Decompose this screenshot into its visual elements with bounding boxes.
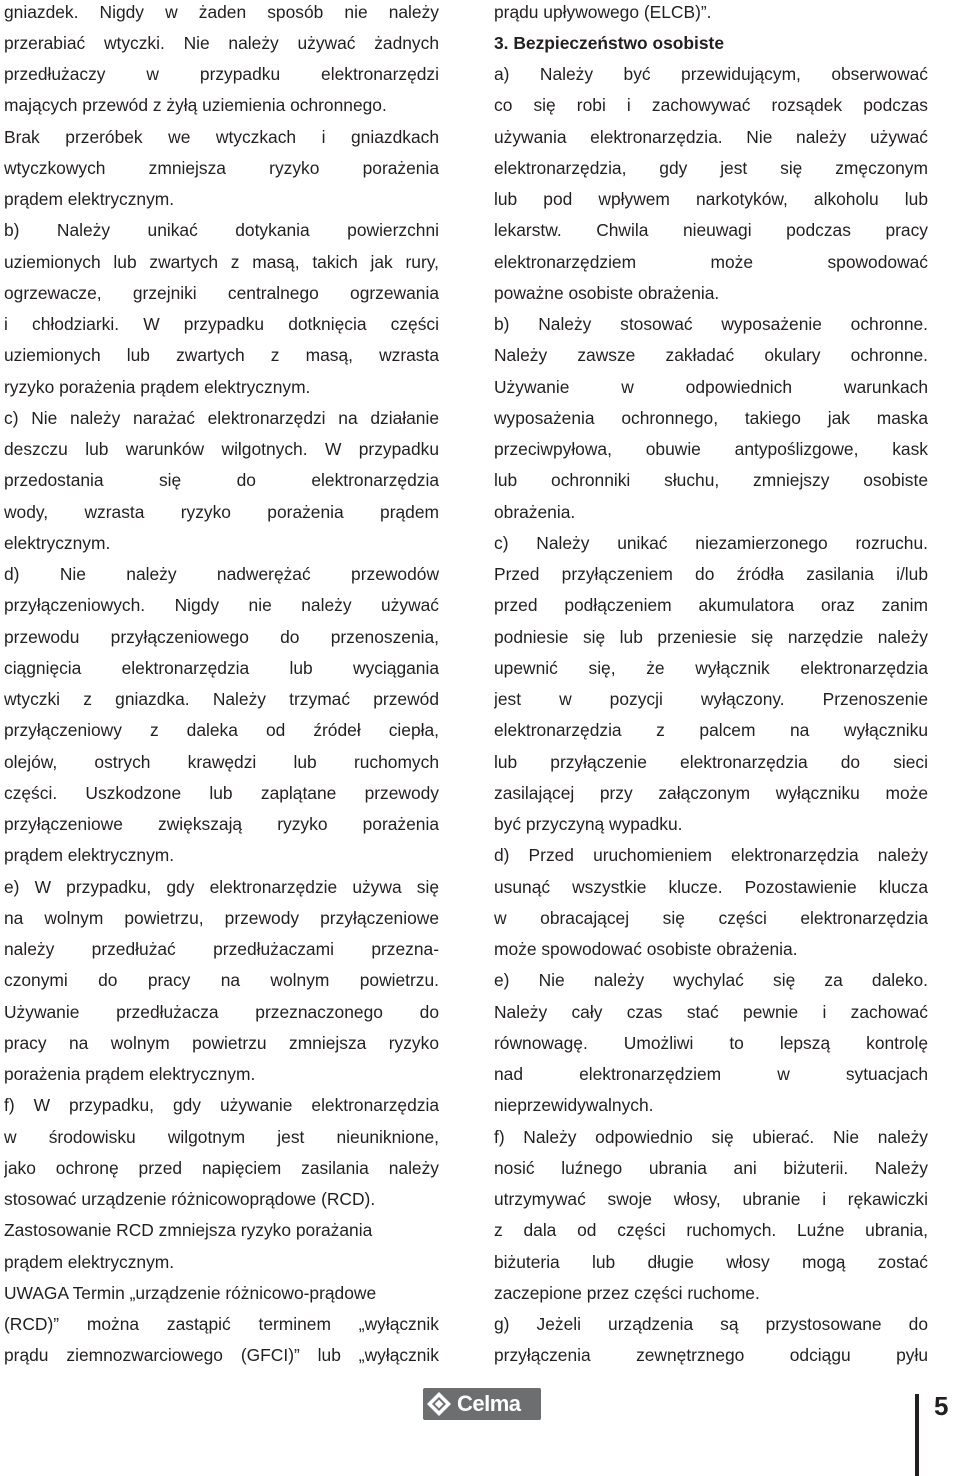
text-line: d) Przed uruchomieniem elektronarzędzia należy — [494, 845, 928, 866]
text-line: wtyczkowych zmniejsza ryzyko porażenia — [4, 157, 439, 178]
text-line: elektronarzędzia z palcem na wyłączniku — [494, 720, 928, 741]
text-line: wyposażenia ochronnego, takiego jak maska — [494, 407, 928, 428]
text-line: a) Należy być przewidującym, obserwować — [494, 64, 928, 84]
text-line: f) W przypadku, gdy używanie elektronarzędzia — [4, 1095, 439, 1116]
text-line: przedostania się do elektronarzędzia — [4, 470, 439, 491]
text-line: może spowodować osobiste obrażenia. — [494, 939, 798, 959]
text-line: porażenia prądem elektrycznym. — [4, 1064, 256, 1084]
text-line: przed podłączeniem akumulatora oraz zanim — [494, 595, 928, 616]
text-line: ryzyko porażenia prądem elektrycznym. — [4, 376, 311, 397]
text-line: pracy na wolnym powietrzu zmniejsza ryzyko — [4, 1032, 439, 1053]
text-line: uziemionych lub zwartych z masą, takich jak rury, — [4, 251, 439, 272]
text-line: przewodu przyłączeniowego do przenoszenia, — [4, 626, 439, 647]
text-line: utrzymywać swoje włosy, ubranie i rękawiczki — [494, 1189, 928, 1209]
text-line: g) Jeżeli urządzenia są przystosowane do — [494, 1314, 928, 1334]
text-line: ogrzewacze, grzejniki centralnego ogrzewania — [4, 282, 439, 303]
text-line: Przed przyłączeniem do źródła zasilania i/lub — [494, 564, 928, 584]
text-line: nieprzewidywalnych. — [494, 1095, 654, 1116]
text-line: przyłączeniowe zwiększają ryzyko porażenia — [4, 814, 439, 834]
text-line: UWAGA Termin „urządzenie różnicowo-prądowe — [4, 1282, 377, 1303]
text-line: stosować urządzenie różnicowoprądowe (RCD). — [4, 1189, 376, 1209]
page-number-rule — [915, 1394, 919, 1476]
text-line: biżuteria lub długie włosy mogą zostać — [494, 1251, 928, 1272]
text-line: Używanie w odpowiednich warunkach — [494, 376, 928, 397]
text-line: lub przyłączenie elektronarzędzia do sieci — [494, 751, 928, 772]
text-line: nad elektronarzędziem w sytuacjach — [494, 1064, 928, 1084]
text-line: ciągnięcia elektronarzędzia lub wyciągania — [4, 657, 439, 678]
text-line: uziemionych lub zwartych z masą, wzrasta — [4, 345, 439, 366]
text-line: usunąć wszystkie klucze. Pozostawienie klucza — [494, 876, 928, 897]
text-line: Należy cały czas stać pewnie i zachować — [494, 1001, 928, 1022]
text-line: lekarstw. Chwila nieuwagi podczas pracy — [494, 220, 928, 241]
text-line: prądem elektrycznym. — [4, 1251, 175, 1272]
text-line: d) Nie należy nadwerężać przewodów — [4, 564, 439, 584]
text-line: lub ochronniki słuchu, zmniejszy osobiste — [494, 470, 928, 491]
text-line: c) Należy unikać niezamierzonego rozruchu. — [494, 532, 928, 553]
text-line: mających przewód z żyłą uziemienia ochronnego. — [4, 95, 387, 116]
text-line: prądem elektrycznym. — [4, 189, 175, 209]
text-line: części. Uszkodzone lub zaplątane przewody — [4, 782, 439, 803]
text-line: b) Należy unikać dotykania powierzchni — [4, 220, 439, 241]
text-line: prądem elektrycznym. — [4, 845, 175, 866]
text-line: c) Nie należy narażać elektronarzędzi na działanie — [4, 407, 439, 428]
text-line: e) W przypadku, gdy elektronarzędzie używa się — [4, 876, 439, 897]
text-line: f) Należy odpowiednio się ubierać. Nie należy — [494, 1126, 928, 1147]
page-number: 5 — [934, 1391, 949, 1421]
celma-logo — [423, 1388, 541, 1420]
text-line: Brak przeróbek we wtyczkach i gniazdkach — [4, 126, 439, 147]
text-line: równowagę. Umożliwi to lepszą kontrolę — [494, 1032, 928, 1053]
text-line: jest w pozycji wyłączony. Przenoszenie — [494, 689, 928, 709]
text-line: deszczu lub warunków wilgotnych. W przypadku — [4, 439, 439, 459]
text-line: elektronarzędzia, gdy jest się zmęczonym — [494, 157, 928, 178]
text-line: elektrycznym. — [4, 532, 111, 553]
text-line: zaczepione przez części ruchome. — [494, 1282, 760, 1303]
text-line: olejów, ostrych krawędzi lub ruchomych — [4, 751, 439, 772]
text-line: wody, wzrasta ryzyko porażenia prądem — [4, 501, 439, 522]
text-line: nosić luźnego ubrania ani biżuterii. Należy — [494, 1157, 928, 1178]
text-line: (RCD)” można zastąpić terminem „wyłącznik — [4, 1314, 439, 1334]
text-line: podniesie się lub przeniesie się narzędzie należy — [494, 626, 928, 647]
text-line: przeciwpyłowa, obuwie antypoślizgowe, kask — [494, 439, 928, 459]
text-line: poważne osobiste obrażenia. — [494, 282, 720, 303]
text-line: czonymi do pracy na wolnym powietrzu. — [4, 970, 439, 991]
text-line: co się robi i zachowywać rozsądek podczas — [494, 95, 928, 116]
text-line: prądu upływowego (ELCB)”. — [494, 1, 712, 22]
text-line: zasilającej przy załączonym wyłączniku może — [494, 782, 928, 803]
section-heading: 3. Bezpieczeństwo osobiste — [494, 32, 725, 53]
text-line: jako ochronę przed napięciem zasilania należy — [4, 1157, 439, 1178]
text-line: używania elektronarzędzia. Nie należy używać — [494, 126, 928, 147]
text-line: e) Nie należy wychylać się za daleko. — [494, 970, 928, 991]
text-line: na wolnym powietrzu, przewody przyłączeniowe — [4, 907, 439, 928]
text-line: b) Należy stosować wyposażenie ochronne. — [494, 314, 928, 334]
text-line: obrażenia. — [494, 501, 576, 522]
text-line: przyłączenia zewnętrznego odciągu pyłu — [494, 1345, 928, 1366]
text-line: gniazdek. Nigdy w żaden sposób nie należy — [4, 1, 439, 22]
text-line: przedłużaczy w przypadku elektronarzędzi — [4, 64, 439, 84]
text-line: Używanie przedłużacza przeznaczonego do — [4, 1001, 439, 1022]
logo-text: Celma — [457, 1391, 521, 1416]
text-line: przerabiać wtyczki. Nie należy używać żadnych — [4, 32, 439, 53]
text-line: być przyczyną wypadku. — [494, 814, 683, 834]
text-line: elektronarzędziem może spowodować — [494, 251, 928, 272]
text-line: lub pod wpływem narkotyków, alkoholu lub — [494, 189, 928, 209]
text-line: należy przedłużać przedłużaczami przezna- — [4, 939, 439, 959]
text-line: przyłączeniowych. Nigdy nie należy używać — [4, 595, 439, 616]
celma-diamond-icon — [426, 1391, 452, 1417]
text-line: Zastosowanie RCD zmniejsza ryzyko porażania — [4, 1220, 373, 1241]
text-line: z dala od części ruchomych. Luźne ubrania, — [494, 1220, 928, 1241]
text-line: przyłączeniowy z daleka od źródeł ciepła, — [4, 720, 439, 741]
text-line: w środowisku wilgotnym jest nieuniknione, — [4, 1126, 439, 1147]
text-line: w obracającej się części elektronarzędzia — [494, 907, 928, 928]
text-line: prądu ziemnozwarciowego (GFCI)” lub „wyłącznik — [4, 1345, 439, 1366]
text-line: Należy zawsze zakładać okulary ochronne. — [494, 345, 928, 366]
text-line: upewnić się, że wyłącznik elektronarzędzia — [494, 657, 928, 678]
text-line: i chłodziarki. W przypadku dotknięcia części — [4, 314, 439, 334]
text-line: wtyczki z gniazdka. Należy trzymać przewód — [4, 689, 439, 709]
